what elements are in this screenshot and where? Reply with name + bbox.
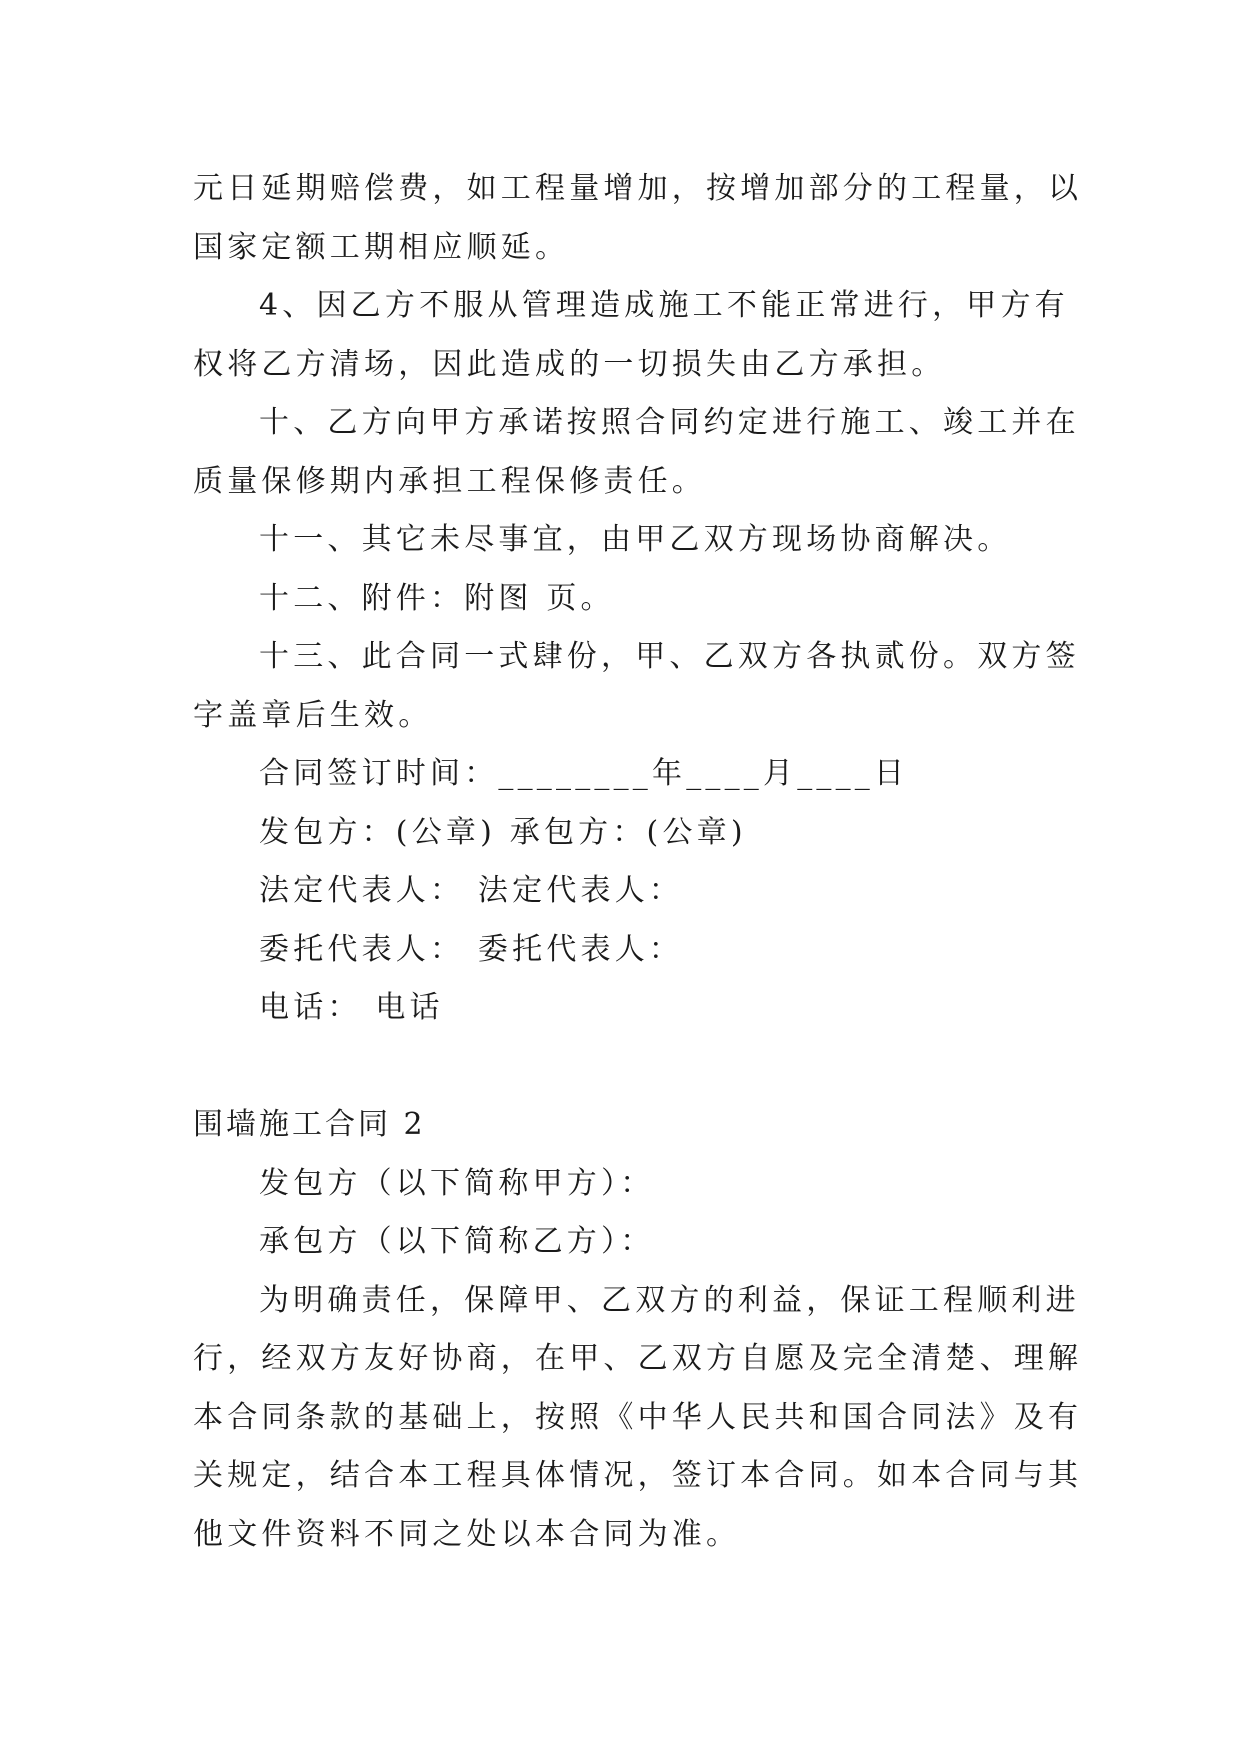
paragraph-line: 质量保修期内承担工程保修责任。 [193, 463, 706, 499]
document-page [193, 160, 1083, 1564]
paragraph-line: 4、因乙方不服从管理造成施工不能正常进行，甲方有 [259, 288, 1069, 323]
paragraph-line: 字盖章后生效。 [193, 697, 433, 733]
paragraph-line: 十三、此合同一式肆份，甲、乙双方各执贰份。双方签 [259, 639, 1080, 674]
authorized-representative-line: 委托代表人： 委托代表人： [259, 931, 684, 967]
paragraph-line: 十二、附件：附图 页。 [259, 580, 615, 616]
party-a-line: 发包方（以下简称甲方）： [259, 1165, 655, 1201]
paragraph-line: 十一、其它未尽事宜，由甲乙双方现场协商解决。 [259, 522, 1012, 557]
party-b-line: 承包方（以下简称乙方）： [259, 1224, 655, 1259]
paragraph-line: 权将乙方清场，因此造成的一切损失由乙方承担。 [193, 346, 946, 382]
paragraph-line: 为明确责任，保障甲、乙双方的利益，保证工程顺利进 [259, 1282, 1080, 1318]
page1-body [193, 160, 1083, 1038]
section2-body [193, 1155, 1083, 1565]
paragraph-line: 元日延期赔偿费，如工程量增加，按增加部分的工程量，以 [193, 171, 1083, 206]
section-spacer [193, 1038, 1053, 1097]
paragraph-line: 行，经双方友好协商，在甲、乙双方自愿及完全清楚、理解 [193, 1341, 1083, 1376]
signing-date-line: 合同签订时间：________年____月____日 [259, 756, 909, 791]
paragraph-line: 他文件资料不同之处以本合同为准。 [193, 1516, 741, 1552]
paragraph-line: 本合同条款的基础上，按照《中华人民共和国合同法》及有 [193, 1399, 1083, 1435]
paragraph-line: 国家定额工期相应顺延。 [193, 229, 570, 265]
phone-line: 电话： 电话 [259, 990, 444, 1025]
party-seal-line: 发包方：(公章) 承包方：(公章) [259, 814, 747, 850]
section-title: 围墙施工合同 2 [193, 1107, 426, 1142]
legal-representative-line: 法定代表人： 法定代表人： [259, 873, 684, 908]
paragraph-line: 十、乙方向甲方承诺按照合同约定进行施工、竣工并在 [259, 405, 1080, 440]
paragraph-line: 关规定，结合本工程具体情况，签订本合同。如本合同与其 [193, 1458, 1083, 1493]
